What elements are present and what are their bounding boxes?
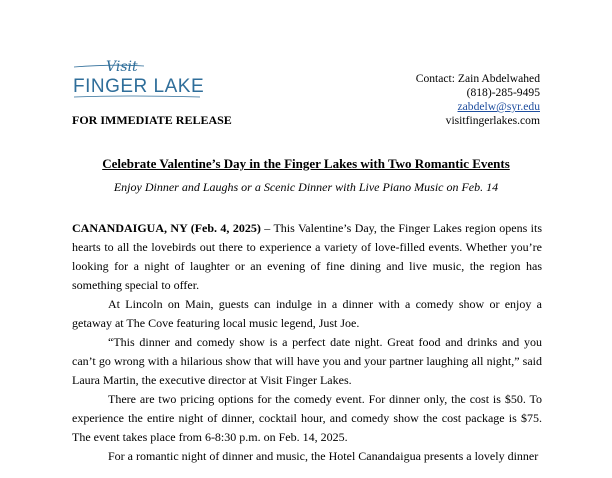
release-label: FOR IMMEDIATE RELEASE	[72, 113, 232, 127]
paragraph-5: For a romantic night of dinner and music, the Hotel Canandaigua presents a lovely dinner	[108, 449, 539, 463]
paragraph-2: At Lincoln on Main, guests can indulge in a dinner with a comedy show or enjoy a getaway at The Cove featuring local music legend, Just Joe.	[72, 297, 542, 330]
contact-website: visitfingerlakes.com	[445, 114, 540, 127]
press-release-body	[72, 219, 542, 466]
subheadline: Enjoy Dinner and Laughs or a Scenic Dinner with Live Piano Music on Feb. 14	[113, 180, 499, 194]
contact-block	[416, 72, 540, 128]
contact-email-link[interactable]: zabdelw@syr.edu	[457, 100, 540, 113]
paragraph-4: There are two pricing options for the comedy event. For dinner only, the cost is $50. To experience the entire night of dinner, cocktail hour, and comedy show the cost package is $75. The event takes place from 6-8:30 p.m. on Feb. 14, 2025.	[72, 392, 542, 444]
paragraph-1-text: – This Valentine’s Day, the Finger Lakes region opens its hearts to all the lovebirds out there to experience a variety of love-filled events. Whether you’re looking for a night of laughter or an evening of fine dining and live music, the region has something special to offer.	[72, 221, 542, 292]
page-title: Celebrate Valentine’s Day in the Finger Lakes with Two Romantic Events	[102, 156, 510, 171]
paragraph-3: “This dinner and comedy show is a perfect date night. Great food and drinks and you can’t go wrong with a hilarious show that will have you and your partner laughing all night,” said Laura Martin, the executive director at Visit Finger Lakes.	[72, 335, 542, 387]
contact-phone: (818)-285-9495	[466, 86, 540, 99]
logo-graphic	[72, 58, 204, 104]
logo-visit-text: Visit	[106, 59, 138, 75]
dateline: CANANDAIGUA, NY (Feb. 4, 2025)	[72, 221, 261, 235]
paragraph-1	[72, 219, 542, 295]
contact-name: Contact: Zain Abdelwahed	[415, 72, 540, 85]
visit-finger-lakes-logo	[72, 58, 204, 104]
logo-finger-lakes-text: FINGER LAKES	[73, 76, 204, 97]
